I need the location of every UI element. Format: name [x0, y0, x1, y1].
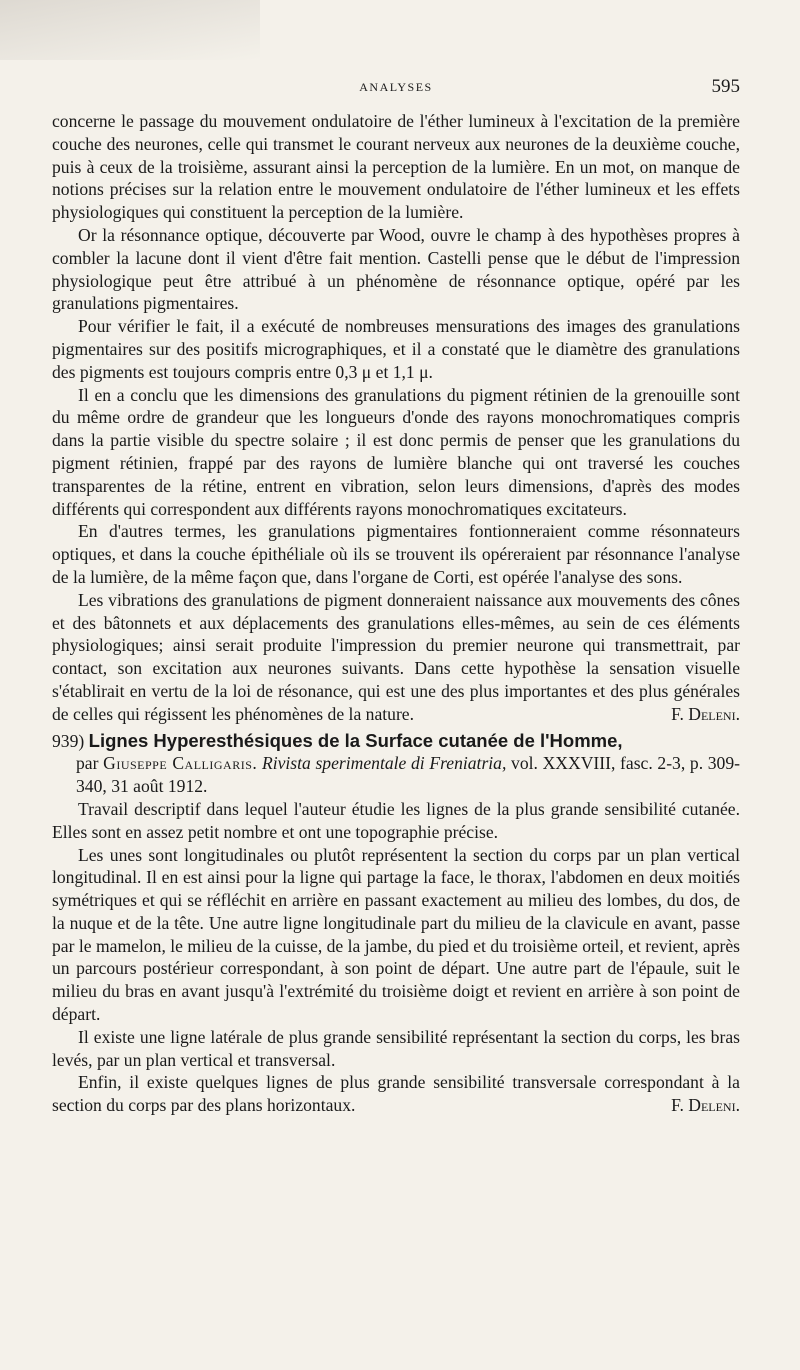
- body-text: [52, 110, 740, 1117]
- paragraph-4: Il en a conclu que les dimensions des granulations du pigment rétinien de la grenouille sont du même ordre de grandeur que les longueurs d'onde des rayons monochromatiques compris dans la partie visible du spectre solaire ; il est donc permis de penser que les granulations du pigment rétinien, frappé par des rayons de lumière blanche qui ont traversé les couches transparentes de la rétine, entrent en vibration, selon leurs dimensions, d'après des modes différents qui correspondent aux différents rayons monochromatiques excitateurs.: [52, 384, 740, 519]
- paragraph-5: En d'autres termes, les granulations pigmentaires fontionneraient comme résonnateurs optiques, et dans la couche épithéliale où ils se trouvent ils opéreraient par résonnance l'analyse de la lumière, de la même façon que, dans l'organe de Corti, est opérée l'analyse des sons.: [52, 521, 740, 587]
- article-journal: Rivista sperimentale di Freniatria,: [261, 753, 507, 774]
- article-by: par: [76, 753, 99, 774]
- running-head: ANALYSES: [359, 80, 433, 94]
- paragraph-6-text: Les vibrations des granulations de pigment donneraient naissance aux mouvements des cônes et des bâtonnets et aux déplacements des granulations elles-mêmes, au sein de ces éléments physiologiques; ainsi serait produite l'impression du premier neurone qui transmettrait, par contact, son excitation aux neurones suivants. Dans cette hypothèse la sensation visuelle s'établirait en vertu de la loi de résonance, qui est une des plus importantes et des plus générales de celles qui régissent les phénomènes de la nature.: [52, 589, 740, 724]
- paragraph-1: concerne le passage du mouvement ondulatoire de l'éther lumineux à l'excitation de la première couche des neurones, celle qui transmet le courant nerveux aux neurones de la deuxième couche, puis à ceux de la troisième, assurant ainsi la perception de la lumière. En un mot, on manque de notions précises sur la relation entre le mouvement ondulatoire de l'éther lumineux et les effets physiologiques qui constituent la perception de la lumière.: [52, 111, 740, 223]
- signature: F. Deleni.: [671, 703, 740, 724]
- paragraph-10-text: Enfin, il existe quelques lignes de plus grande sensibilité transversale correspondant à la section du corps par des plans horizontaux.: [52, 1072, 740, 1116]
- paragraph-2: Or la résonnance optique, découverte par Wood, ouvre le champ à des hypothèses propres à combler la lacune dont il vient d'être fait mention. Castelli pense que le début de l'impression physiologique peut être attribué à un phénomène de résonnance optique, opéré par les granulations pigmentaires.: [52, 224, 740, 314]
- paragraph-3: Pour vérifier le fait, il a exécuté de nombreuses mensurations des images des granulations pigmentaires sur des positifs micrographiques, et il a constaté que le diamètre des granulations des pigments est toujours compris entre 0,3 μ et 1,1 μ.: [52, 316, 740, 382]
- paragraph-9: Il existe une ligne latérale de plus grande sensibilité représentant la section du corps, les bras levés, par un plan vertical et transversal.: [52, 1026, 740, 1070]
- paragraph-10: [52, 1071, 740, 1117]
- paragraph-6: [52, 589, 740, 726]
- signature: F. Deleni.: [671, 1095, 740, 1116]
- article-number: 939): [52, 730, 85, 751]
- page-number: 595: [711, 76, 740, 97]
- article-citation: [52, 752, 740, 798]
- scan-shadow: [0, 0, 260, 60]
- article-title: Lignes Hyperesthésiques de la Surface cutanée de l'Homme,: [88, 729, 623, 751]
- article-author: Giuseppe Calligaris.: [103, 753, 258, 774]
- article-heading: [52, 730, 740, 798]
- paragraph-7: Travail descriptif dans lequel l'auteur étudie les lignes de la plus grande sensibilité cutanée. Elles sont en assez petit nombre et ont une topographie précise.: [52, 798, 740, 842]
- article-volume: vol. XXXVIII, fasc. 2-3, p. 309-340, 31 août 1912.: [76, 753, 740, 797]
- page-header: [52, 76, 740, 98]
- paragraph-8: Les unes sont longitudinales ou plutôt représentent la section du corps par un plan vertical longitudinal. Il en est ainsi pour la ligne qui partage la face, le thorax, l'abdomen en deux moitiés symétriques et qui se réfléchit en arrière en passant exactement au milieu des lombes, du dos, de la nuque et de la tête. Une autre ligne longitudinale part du milieu de la clavicule en avant, passe par le mamelon, le milieu de la cuisse, de la jambe, du pied et du troisième orteil, et revient, après un parcours postérieur correspondant, à son point de départ. Une autre part de l'épaule, suit le milieu du bras en avant jusqu'à l'extrémité du troisième doigt et revient en arrière à son point de départ.: [52, 844, 740, 1025]
